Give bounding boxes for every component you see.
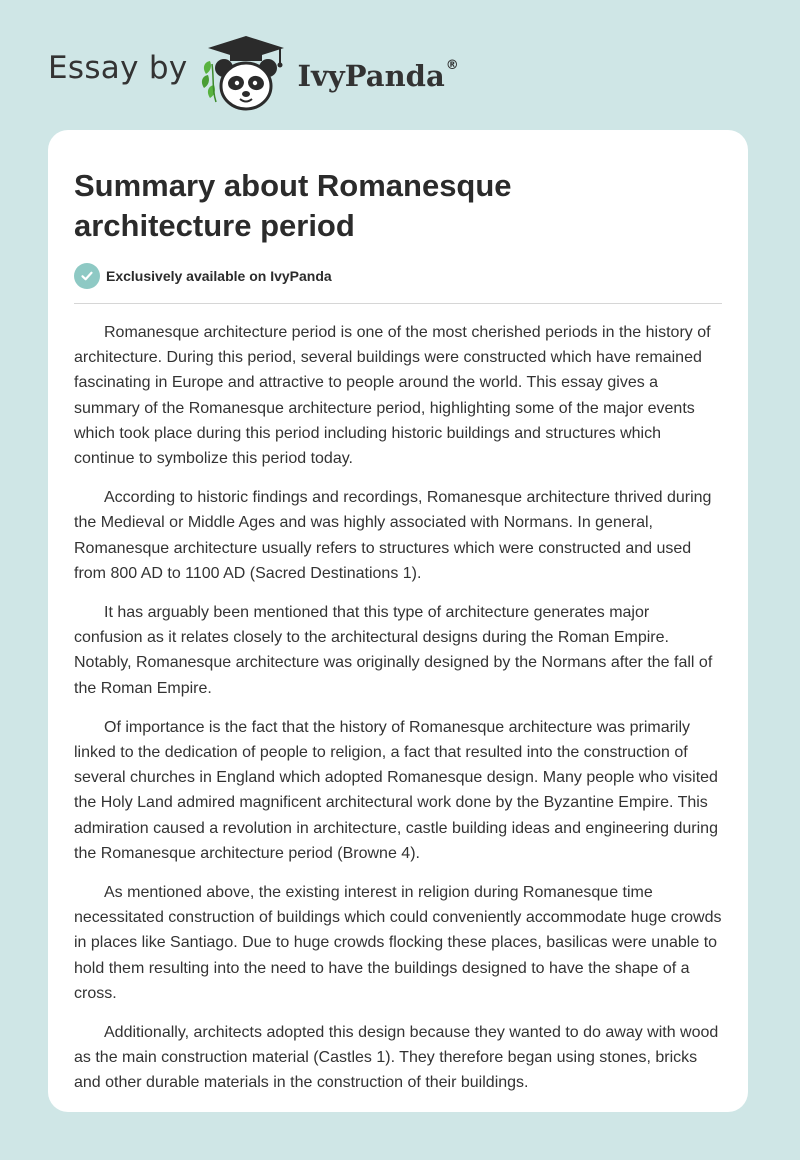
essay-paragraph: According to historic findings and recordings, Romanesque architecture thrived during the Medieval or Middle Ages and was highly associated with Normans. In general, Romanesque architecture usually refers to structures which were constructed and used from 800 AD to 1100 AD (Sacred Destinations 1). [74, 489, 712, 582]
essay-paragraph: Of importance is the fact that the history of Romanesque architecture was primarily linked to the dedication of people to religion, a fact that resulted into the construction of several churches in England which adopted Romanesque design. Many people who visited the Holy Land admired magnificent architectural work done by the Byzantine Empire. This admiration caused a revolution in architecture, castle building ideas and engineering during the Romanesque architecture period (Browne 4). [74, 718, 718, 862]
essay-title: Summary about Romanesque architecture period [74, 168, 512, 243]
panda-graduate-icon [200, 34, 292, 114]
registered-mark: ® [445, 58, 459, 74]
essay-paragraph: Romanesque architecture period is one of the most cherished periods in the history of architecture. During this period, several buildings were constructed which have remained fascinating in Europe and attractive to people around the world. This essay gives a summary of the Romanesque architecture period, highlighting some of the major events which took place during this period including historic buildings and structures which continue to symbolize this period today. [74, 324, 711, 468]
essay-card [48, 130, 748, 1112]
exclusive-badge-label: Exclusively available on IvyPanda [106, 268, 332, 284]
essay-paragraph: As mentioned above, the existing interest in religion during Romanesque time necessitated construction of buildings which could conveniently accommodate huge crowds in places like Santiago. Due to huge crowds flocking these places, basilicas were unable to hold them resulting into the need to have the buildings designed to have the shape of a cross. [74, 884, 722, 1002]
site-header [48, 34, 459, 114]
essay-paragraph: It has arguably been mentioned that this type of architecture generates major confusion as it relates closely to the architectural designs during the Roman Empire. Notably, Romanesque architecture was originally designed by the Normans after the fall of the Roman Empire. [74, 604, 713, 697]
brand-name[interactable]: IvyPanda® [297, 58, 459, 93]
essay-paragraph: Additionally, architects adopted this design because they wanted to do away with wood as the main construction material (Castles 1). They therefore began using stones, bricks and other durable materials in the construction of their buildings. [74, 1024, 719, 1092]
essay-by-label: Essay by [48, 50, 188, 86]
exclusive-badge [74, 263, 332, 289]
check-circle-icon [74, 263, 100, 289]
essay-body [74, 320, 722, 1110]
title-divider [74, 303, 722, 304]
